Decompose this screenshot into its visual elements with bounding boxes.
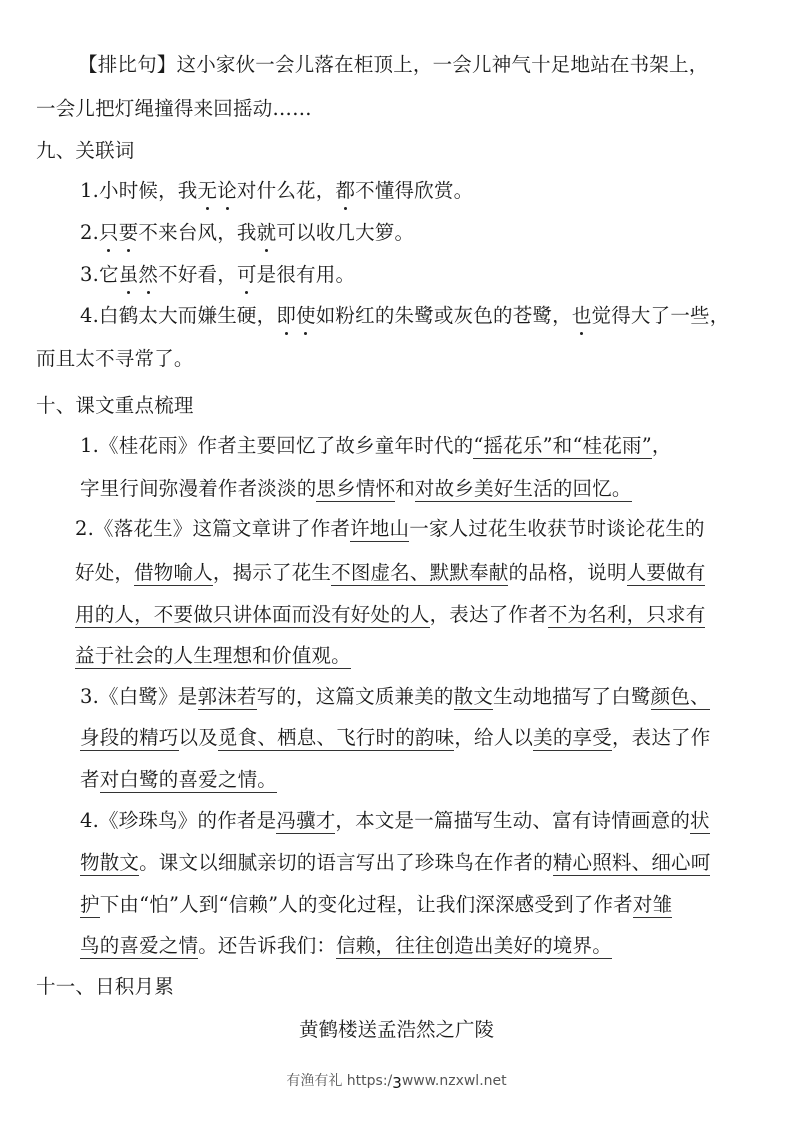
text-segment: 觉得大了一些，: [591, 304, 730, 327]
text-line: [80, 178, 473, 204]
text-line: [80, 808, 710, 834]
underlined-answer: 精心照料、细心呵: [552, 851, 711, 874]
text-segment: 1.小时候，我: [80, 179, 198, 202]
underlined-answer: 状: [690, 809, 710, 832]
text-segment: 1.《桂花雨》作者主要回忆了故乡童年时代的: [80, 434, 474, 457]
text-segment: 和: [395, 477, 415, 500]
text-segment: 而且太不寻常了。: [36, 347, 194, 370]
text-line: [80, 433, 672, 459]
underlined-answer: 人要做有: [626, 561, 706, 584]
section-heading: [36, 393, 194, 419]
emphasis-dot-char: 可: [236, 263, 257, 286]
text-line: [78, 52, 708, 78]
text-segment: 。还告诉我们：: [198, 934, 337, 957]
underlined-answer: 借物喻人: [134, 561, 213, 584]
underlined-answer: 不图虚名、默默奉献: [331, 561, 509, 584]
text-line: [80, 476, 632, 502]
text-segment: 不来台风，我: [138, 221, 257, 244]
underlined-answer: 对雏: [632, 893, 673, 916]
text-segment: 对什么花，: [236, 179, 336, 202]
underlined-answer: 鸟的喜爱之情: [80, 934, 199, 957]
text-segment: 一家人过花生收获节时谈论花生的: [409, 517, 705, 540]
text-line: [80, 767, 277, 793]
text-line: [80, 892, 672, 918]
underlined-answer: 觅食、栖息、飞行时的韵味: [217, 726, 455, 749]
text-segment: ，表达了作: [611, 726, 711, 749]
emphasis-dot-char: 都: [335, 179, 356, 202]
underlined-answer: 益于社会的人生理想和价值观。: [75, 644, 351, 667]
emphasis-dot-char: 使: [296, 304, 316, 327]
text-segment: 好处，: [75, 561, 135, 584]
text-segment: 以及: [178, 726, 218, 749]
underlined-answer: 物散文: [80, 851, 140, 874]
text-line: [80, 850, 710, 876]
text-segment: 4.白鹤太大而嫌生硬，: [80, 304, 277, 327]
text-line: [36, 346, 194, 372]
underlined-answer: 郭沫若: [197, 685, 257, 708]
text-segment: 3.《白鹭》是: [80, 685, 198, 708]
text-line: [80, 725, 710, 751]
text-segment: ，: [651, 434, 672, 457]
underlined-answer: 信赖，往往创造出美好的境界。: [336, 934, 612, 957]
underlined-answer: “摇花乐”和“桂花雨”: [473, 434, 652, 457]
text-line: [75, 560, 705, 586]
emphasis-dot-char: 虽: [118, 263, 139, 286]
underlined-answer: 思乡情怀: [316, 477, 396, 500]
section-heading: [36, 138, 135, 164]
text-segment: 3.它: [80, 263, 119, 286]
underlined-answer: 颜色、: [650, 685, 710, 708]
text-line: [80, 684, 710, 710]
underlined-answer: 许地山: [350, 517, 410, 540]
text-segment: 九、关联词: [36, 139, 135, 162]
text-segment: ，表达了作者: [429, 603, 548, 626]
underlined-answer: 美的享受: [533, 726, 612, 749]
text-segment: 下由“怕”人到“信赖”人的变化过程，让我们深深感受到了作者: [99, 893, 633, 916]
text-segment: 2.《落花生》这篇文章讲了作者: [75, 517, 351, 540]
underlined-answer: 对白鹭的喜爱之情。: [99, 768, 278, 791]
text-segment: 十、课文重点梳理: [36, 394, 194, 417]
watermark-url: www.nzxwl.net: [401, 1073, 507, 1089]
watermark-text: 有渔有礼 https:/: [286, 1073, 393, 1089]
text-line: [80, 303, 729, 329]
page-number: 3: [392, 1074, 402, 1092]
underlined-answer: 散文: [453, 685, 494, 708]
underlined-answer: 身段的精巧: [80, 726, 179, 749]
text-line: [36, 96, 312, 122]
poem-title: 黄鹤楼送孟浩然之广陵: [298, 1018, 494, 1041]
text-line: [80, 933, 612, 959]
text-segment: 不懂得欣赏。: [355, 179, 474, 202]
text-segment: ，揭示了花生: [212, 561, 332, 584]
emphasis-dot-char: 论: [217, 179, 237, 202]
underlined-answer: 冯骥才: [276, 809, 336, 832]
text-segment: 如粉红的朱鹭或灰色的苍鹭，: [315, 304, 572, 327]
text-segment: 不好看，: [158, 263, 237, 286]
section-heading: [36, 974, 174, 1000]
emphasis-dot-char: 然: [138, 263, 159, 286]
underlined-answer: 不为名利，只求有: [547, 603, 706, 626]
text-segment: 字里行间弥漫着作者淡淡的: [80, 477, 317, 500]
text-line: [75, 602, 705, 628]
text-line: [75, 516, 705, 542]
emphasis-dot-char: 只: [99, 221, 119, 244]
text-segment: ，给人以: [454, 726, 534, 749]
text-segment: 4.《珍珠鸟》的作者是: [80, 809, 277, 832]
text-line: [80, 220, 414, 246]
text-segment: 【排比句】这小家伙一会儿落在柜顶上，一会儿神气十足地站在书架上，: [78, 53, 709, 76]
text-line: [80, 262, 355, 288]
emphasis-dot-char: 即: [276, 304, 297, 327]
text-segment: 生动地描写了白鹭: [493, 685, 651, 708]
emphasis-dot-char: 就: [256, 221, 277, 244]
underlined-answer: 对故乡美好生活的回忆。: [414, 477, 632, 500]
text-segment: 的品格，说明: [508, 561, 627, 584]
text-line: [75, 643, 351, 669]
text-segment: 一会儿把灯绳撞得来回摇动……: [36, 97, 312, 120]
text-segment: 可以收几大箩。: [276, 221, 415, 244]
text-segment: ，本文是一篇描写生动、富有诗情画意的: [335, 809, 691, 832]
underlined-answer: 用的人，不要做只讲体面而没有好处的人: [75, 603, 430, 626]
text-segment: 是很有用。: [256, 263, 356, 286]
text-segment: 十一、日积月累: [36, 975, 174, 998]
text-segment: 2.: [80, 221, 100, 244]
text-segment: 者: [80, 768, 100, 791]
text-segment: 。课文以细腻亲切的语言写出了珍珠鸟在作者的: [139, 851, 553, 874]
emphasis-dot-char: 也: [571, 304, 592, 327]
underlined-answer: 护: [80, 893, 100, 916]
text-segment: 写的，这篇文质兼美的: [256, 685, 454, 708]
page-footer: [0, 1070, 793, 1090]
emphasis-dot-char: 要: [118, 221, 139, 244]
emphasis-dot-char: 无: [197, 179, 218, 202]
